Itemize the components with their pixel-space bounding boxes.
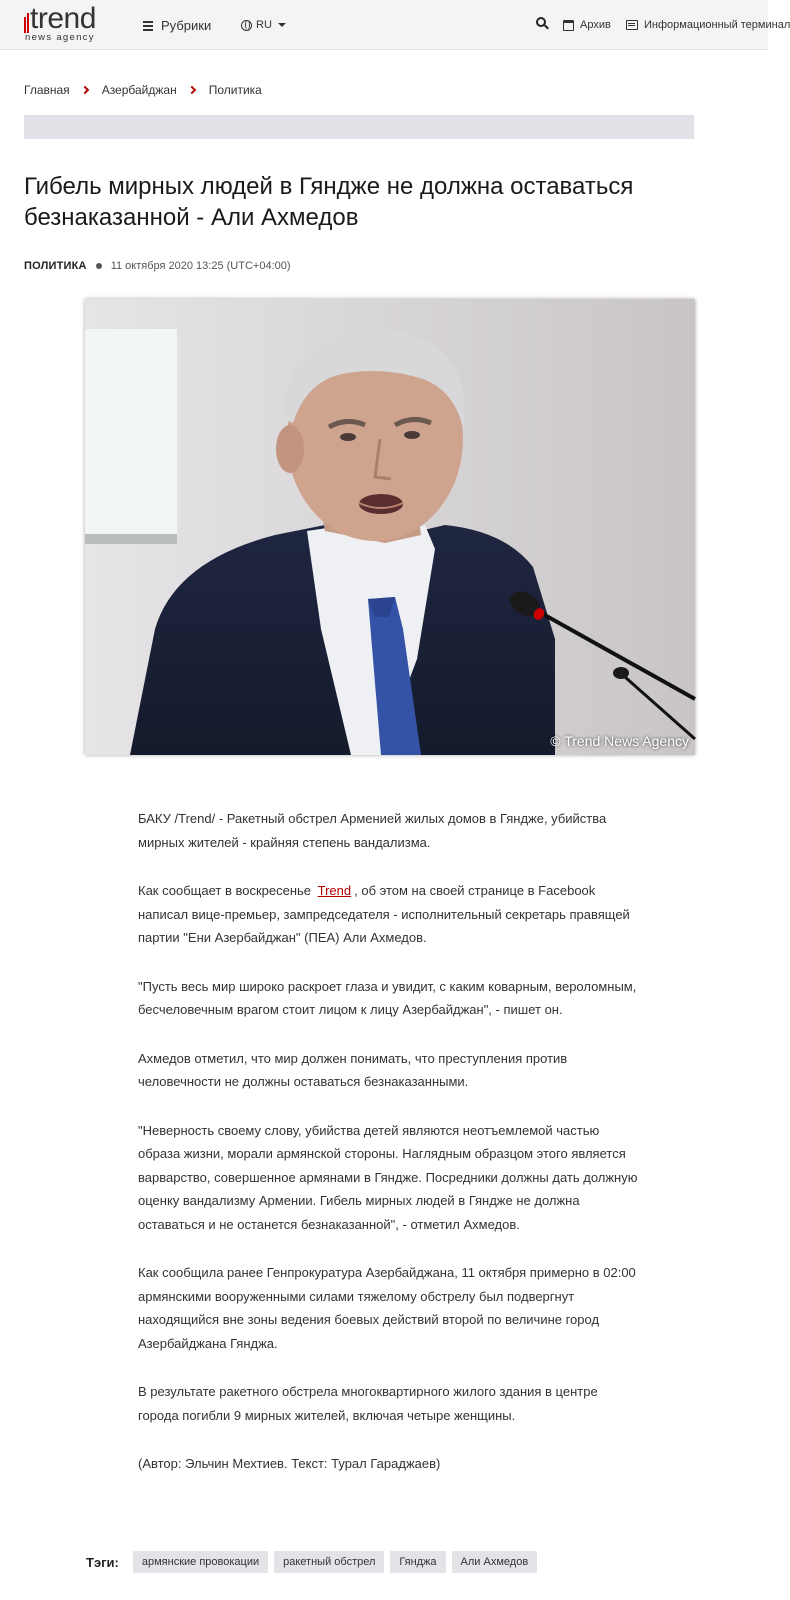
terminal-icon (626, 20, 638, 30)
paragraph: Как сообщила ранее Генпрокуратура Азербайджана, 11 октября примерно в 02:00 армянскими вооруженными силами тяжелому обстрелу был подвергнут находящийся вне зоны ведения боевых действий второй по величине город Азербайджана Гянджа. (138, 1265, 636, 1351)
ad-banner-placeholder (24, 115, 694, 139)
archive-label: Архив (580, 19, 611, 31)
logo-word: trend (30, 2, 96, 35)
article-title: Гибель мирных людей в Гяндже не должна оставаться безнаказанной - Али Ахмедов (24, 173, 634, 231)
rubrics-menu-button[interactable] (143, 16, 211, 34)
breadcrumb (24, 83, 262, 97)
logo-subtitle: news agency (25, 32, 95, 43)
language-code: RU (256, 19, 272, 31)
photo-credit: © Trend News Agency (550, 733, 689, 749)
breadcrumb-politics[interactable]: Политика (208, 83, 262, 97)
article-body (138, 807, 638, 1501)
article-photo (85, 299, 695, 755)
breadcrumb-azerbaijan[interactable]: Азербайджан (101, 83, 177, 97)
trend-logo[interactable] (24, 2, 114, 45)
tag-item[interactable]: армянские провокации (133, 1551, 268, 1573)
rubrics-label: Рубрики (161, 17, 212, 33)
author-credit: (Автор: Эльчин Мехтиев. Текст: Турал Гараджаев) (138, 1456, 441, 1471)
calendar-icon (563, 20, 574, 31)
archive-link[interactable] (563, 16, 611, 34)
hamburger-icon (143, 21, 153, 30)
paragraph: "Неверность своему слову, убийства детей являются неотъемлемой частью образа жизни, морали армянской стороны. Наглядным образцом этого является варварство, совершенное армянами в Гяндже. Посредники должны дать должную оценку вандализму Армении. Гибель мирных людей в Гяндже не должна оставаться и не останется безнаказанной", - отметил Ахмедов. (138, 1122, 638, 1232)
article-date: 11 октября 2020 13:25 (UTC+04:00) (110, 260, 291, 272)
paragraph: В результате ракетного обстрела многоквартирного жилого здания в центре города погибли 9 мирных жителей, включая четыре женщины. (138, 1384, 598, 1423)
paragraph: "Пусть весь мир широко раскроет глаза и увидит, с каким коварным, вероломным, бесчеловечным врагом стоит лицом к лицу Азербайджан", - пишет он. (138, 978, 637, 1017)
tags-label: Тэги: (86, 1554, 119, 1570)
article-meta (24, 260, 291, 272)
search-icon[interactable] (536, 17, 550, 31)
caret-down-icon (278, 23, 286, 27)
article-category[interactable]: ПОЛИТИКА (24, 260, 87, 272)
paragraph: Ахмедов отметил, что мир должен понимать, что преступления против человечности не должны оставаться безнаказанными. (138, 1050, 568, 1089)
paragraph: Как сообщает в воскресенье Trend , об этом на своей странице в Facebook написал вице-премьер, зампредседателя - исполнительный секретарь правящей партии "Ени Азербайджан" (ПЕА) Али Ахмедов. (138, 883, 630, 945)
info-terminal-link[interactable] (626, 16, 790, 34)
language-selector[interactable] (241, 16, 286, 34)
chevron-right-icon (187, 86, 195, 94)
tag-item[interactable]: Али Ахмедов (452, 1551, 538, 1573)
chevron-right-icon (80, 86, 88, 94)
globe-icon (241, 20, 252, 31)
tag-item[interactable]: Гянджа (390, 1551, 445, 1573)
tags-row (86, 1551, 543, 1573)
tag-item[interactable]: ракетный обстрел (274, 1551, 384, 1573)
top-navigation-bar (0, 0, 790, 50)
bullet-dot-icon (96, 263, 102, 269)
terminal-label: Информационный терминал (644, 19, 790, 31)
trend-link[interactable]: Trend (317, 883, 352, 898)
breadcrumb-home[interactable]: Главная (24, 83, 70, 97)
paragraph: БАКУ /Trend/ - Ракетный обстрел Арменией жилых домов в Гяндже, убийства мирных жителей - крайняя степень вандализма. (138, 811, 607, 850)
